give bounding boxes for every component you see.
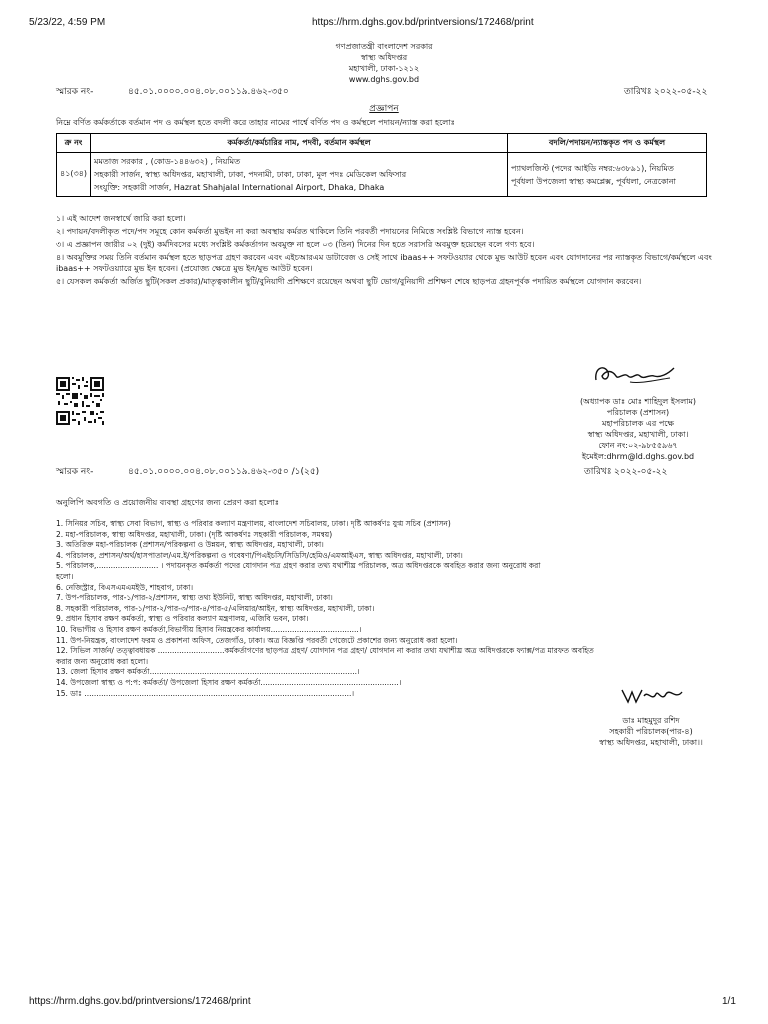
print-page-number: 1/1 bbox=[722, 996, 736, 1007]
signatory-on-behalf: মহাপরিচালক এর পক্ষে bbox=[602, 419, 674, 428]
memo2-label: স্মারক নং- bbox=[56, 467, 94, 477]
list-item: 9. প্রধান হিসাব রক্ষণ কর্মকর্তা, স্বাস্থ্য ও পরিবার কল্যাণ মন্ত্রণালয়, এজিবি ভবন, ঢাকা। bbox=[56, 614, 309, 624]
header-serial: ক্র নং bbox=[57, 134, 91, 153]
list-item: 6. নেজিস্ট্রার, বিএসএমএমইউ, শাহবাগ, ঢাকা। bbox=[56, 582, 194, 592]
new-workplace-line: পূর্বধলা উপজেলা স্বাস্থ্য কমপ্লেক্স, পূর্বধলা, নেত্রকোনা bbox=[511, 176, 676, 186]
signatory2-name: ডাঃ মাহমুদুর রশিদ bbox=[622, 716, 680, 725]
condition-3: ৩। এ প্রজ্ঞাপন জারীর ০২ (দুই) কর্মদিবসের মধ্যে সংশ্লিষ্ট কর্মকর্তাগন অবমুক্ত না হলে ০৩ (তিন) দিনের দিন হতে সরাসরি অবমুক্ত হয়েছেন বলে গণ্য হবে। bbox=[56, 240, 535, 249]
letterhead-department: স্বাস্থ্য অধিদপ্তর bbox=[360, 53, 408, 62]
header-new: বদলি/পদায়ন/ন্যাস্তকৃত পদ ও কর্মস্থল bbox=[508, 134, 707, 153]
assistant-director-signature bbox=[618, 682, 688, 708]
conditions bbox=[56, 213, 716, 287]
distribution-list bbox=[56, 519, 594, 699]
header-current: কর্মকর্তা/কর্মচারির নাম, পদবী, বর্তমান কর্মস্থল bbox=[91, 134, 508, 153]
letterhead bbox=[234, 41, 534, 85]
signatory2-office: স্বাস্থ্য অধিদপ্তর, মহাখালী, ঢাকা।। bbox=[599, 738, 703, 747]
list-item: হলো। bbox=[56, 571, 74, 581]
row-new-post bbox=[508, 153, 707, 197]
signatory2-block bbox=[566, 715, 736, 748]
letterhead-address: মহাখালী, ঢাকা-১২১২ bbox=[348, 64, 420, 73]
signatory-phone: ফোন নং:০২-৯৮৫৫৯৬৭ bbox=[598, 441, 678, 450]
list-item: 15. ডাঃ ................................................................................................................। bbox=[56, 688, 355, 698]
notice-intro: নিম্নে বর্ণিত কর্মকর্তাকে বর্তমান পদ ও কর্মস্থল হতে বদলী করে তাহার নামের পার্শ্বে বর্ণিত পদ ও কর্মস্থলে পদায়ন/ন্যাস্ত করা হলোঃ bbox=[56, 118, 455, 127]
current-attachment-line: সংযুক্তি: সহকারী সার্জন, Hazrat Shahjalal International Airport, Dhaka, Dhaka bbox=[94, 183, 385, 192]
memo2-date-label: তারিখঃ bbox=[584, 467, 612, 477]
signatory-block bbox=[548, 396, 728, 462]
list-item: 14. উপজেলা স্বাস্থ্য ও প:প: কর্মকর্তা/ উপজেলা হিসাব রক্ষণ কর্মকর্তা..........................................................। bbox=[56, 677, 402, 687]
memo-date-label: তারিখঃ bbox=[624, 87, 652, 97]
memo-date: ২০২২-০৫-২২ bbox=[654, 87, 708, 97]
new-post-line: প্যাথলজিস্ট (পদের আইডি নম্বর:৬৩৮৯১), নিয়মিত bbox=[511, 163, 674, 173]
copy-intro: অনুলিপি অবগতি ও প্রয়োজনীয় ব্যবস্থা গ্রহণের জন্য প্রেরণ করা হলোঃ bbox=[56, 498, 279, 507]
transfer-table bbox=[56, 133, 707, 197]
table-row bbox=[57, 153, 707, 197]
memo2-date: ২০২২-০৫-২২ bbox=[614, 467, 668, 477]
list-item: 2. মহা-পরিচালক, স্বাস্থ্য অধিদপ্তর, মহাখালী, ঢাকা। (দৃষ্টি আকর্ষণঃ সহকারী পরিচালক, সমন্বয়) bbox=[56, 529, 333, 539]
memo-label: স্মারক নং- bbox=[56, 87, 94, 97]
list-item: 10. বিভাগীয় ও হিসাব রক্ষণ কর্মকর্তা,বিভাগীয় হিসাব নিয়ন্ত্রকের কার্যালয়.....................................। bbox=[56, 624, 362, 634]
list-item: 12. সিভিল সার্জন/ তত্ত্বাবধায়ক ............................কর্মকর্তাগণের ছাড়পত্র গ্রহণ/ যোগদান পত্র গ্রহণ/ যোগদান না করার তথ্য যথাশীঘ্র অত্র অধিদপ্তরকে ফ্যাক্স/পত্র মারফত অবহিত bbox=[56, 646, 594, 656]
print-datetime: 5/23/22, 4:59 PM bbox=[29, 17, 106, 28]
director-signature bbox=[590, 358, 680, 390]
list-item: 1. সিনিয়র সচিব, স্বাস্থ্য সেবা বিভাগ, স্বাস্থ্য ও পরিবার কল্যাণ মন্ত্রণালয়, বাংলাদেশ সচিবালয়, ঢাকা। দৃষ্টি আকর্ষণঃ যুগ্ম সচিব (প্রশাসন) bbox=[56, 519, 451, 528]
list-item: 8. সহকারী পরিচালক, পার-১/পার-২/পার-৩/পার-৪/পার-৫/এলিয়ার/আইন, স্বাস্থ্য অধিদপ্তর, মহাখালী, ঢাকা। bbox=[56, 603, 375, 613]
qr-code-icon bbox=[56, 377, 104, 425]
list-item: 3. অতিরিক্ত মহা-পরিচালক (প্রশাসন/পরিকল্পনা ও উন্নয়ন, স্বাস্থ্য অধিদপ্তর, মহাখালী, ঢাকা। bbox=[56, 540, 324, 550]
list-item: 4. পরিচালক, প্রশাসন/অর্থ/হাসপাতাল/এম.ই/পরিকল্পনা ও গবেষণা/পিএইচসি/সিডিসি/হেমিও/এমআইএস, স্বাস্থ্য অধিদপ্তর, মহাখালী, ঢাকা। bbox=[56, 550, 463, 560]
row-serial: ৪১(৩৪) bbox=[57, 153, 91, 197]
signatory-email: ইমেইল:dhrm@ld.dghs.gov.bd bbox=[581, 452, 695, 461]
table-header-row bbox=[57, 134, 707, 153]
list-item: 7. উপ-পরিচালক, পার-১/পার-২/প্রশাসন, স্বাস্থ্য তথ্য ইউনিট, স্বাস্থ্য অধিদপ্তর, মহাখালী, ঢাকা। bbox=[56, 593, 333, 603]
signatory-name: (অধ্যাপক ডাঃ মোঃ শাহিদুল ইসলাম) bbox=[579, 397, 697, 406]
print-footer-url: https://hrm.dghs.gov.bd/printversions/172468/print bbox=[29, 996, 251, 1007]
list-item: 11. উপ-নিয়ন্ত্রক, বাংলাদেশ ফরম ও প্রকাশনা অফিস, তেজগাঁও, ঢাকা। অত্র বিজ্ঞপ্তি পরবর্তী গেজেটে প্রকাশের জন্য অনুরোধ করা হলো। bbox=[56, 635, 458, 645]
signatory-designation: পরিচালক (প্রশাসন) bbox=[606, 408, 670, 417]
signatory-office: স্বাস্থ্য অধিদপ্তর, মহাখালী, ঢাকা। bbox=[587, 430, 689, 439]
list-item: করার জন্য অনুরোধ করা হলো। bbox=[56, 656, 149, 666]
condition-5: ৫। যেসকল কর্মকর্তা অর্জিত ছুটি(সকল প্রকার)/মাতৃত্বকালীন ছুটি/বুনিয়াদী প্রশিক্ষণে রয়েছেন অথবা ছুটি ভোগ/বুনিয়াদী প্রশিক্ষণ শেষে ছাড়পত্র গ্রহনপূর্বক পদায়িত কর্মস্থলে যোগদান করবেন। bbox=[56, 277, 642, 286]
condition-4: ৪। অবমুক্তির সময় তিনি বর্তমান কর্মস্থল হতে ছাড়পত্র গ্রহণ করবেন এবং এইচআরএম ডাটাবেজ ও সেই সাথে ibaas++ সফটওয়্যার থেকে মুভ আউট হবেন এবং যোগদানের পর ন্যাস্তকৃত বিভাগে/কর্মস্থলে এবং ibaas++ সফটওয়্যারে মুভ ইন হবেন। (প্রযোজ্য ক্ষেত্রে মুভ ইন/মুভ আউট হবেন। bbox=[56, 253, 712, 273]
condition-1: ১। এই আদেশ জনস্বার্থে জারি করা হলো। bbox=[56, 214, 186, 223]
current-name-line: মমতাজ সরকার , (কোড-১৪৪৬৩২) , নিয়মিত bbox=[94, 157, 241, 166]
current-post-line: সহকারী সার্জন, স্বাস্থ্য অধিদপ্তর, মহাখালী, ঢাকা, পদনামী, ঢাকা, ঢাকা, মূল পদঃ মেডিকেল অফিসার bbox=[94, 170, 407, 179]
notice-title: প্রজ্ঞাপন bbox=[369, 104, 399, 114]
signatory2-designation: সহকারী পরিচালক(পার-৪) bbox=[609, 727, 693, 736]
list-item: 13. জেলা হিসাব রক্ষণ কর্মকর্তা.......................................................................................। bbox=[56, 667, 360, 677]
row-current-post bbox=[91, 153, 508, 197]
list-item: 5. পরিচালক,.......................... । পদায়নকৃত কর্মকর্তা পদের যোগদান পত্র গ্রহণ করার তথ্য যথাশীঘ্র পরিচালক, অত্র অধিদপ্তরকে অবহিত করার জন্য অনুরোধ করা bbox=[56, 561, 541, 571]
memo-number: ৪৫.০১.০০০০.০০৪.০৮.০০১১৯.৪৬২-৩৫০ bbox=[128, 87, 289, 97]
letterhead-website: www.dghs.gov.bd bbox=[348, 75, 420, 84]
memo2-number: ৪৫.০১.০০০০.০০৪.০৮.০০১১৯.৪৬২-৩৫০ /১(২৫) bbox=[128, 467, 320, 477]
condition-2: ২। পদায়ন/বদলীকৃত পদে/পদ সমূহে কোন কর্মকর্তা মুভইন না করা অবস্থায় কর্মরত থাকিলে তিনি পরবর্তী পদায়নের নিমিত্তে সংশ্লিষ্ট বিভাগে ন্যাস্ত হবেন। bbox=[56, 227, 524, 236]
print-header-url: https://hrm.dghs.gov.bd/printversions/172468/print bbox=[312, 17, 534, 28]
letterhead-government: গণপ্রজাতন্ত্রী বাংলাদেশ সরকার bbox=[335, 42, 433, 51]
